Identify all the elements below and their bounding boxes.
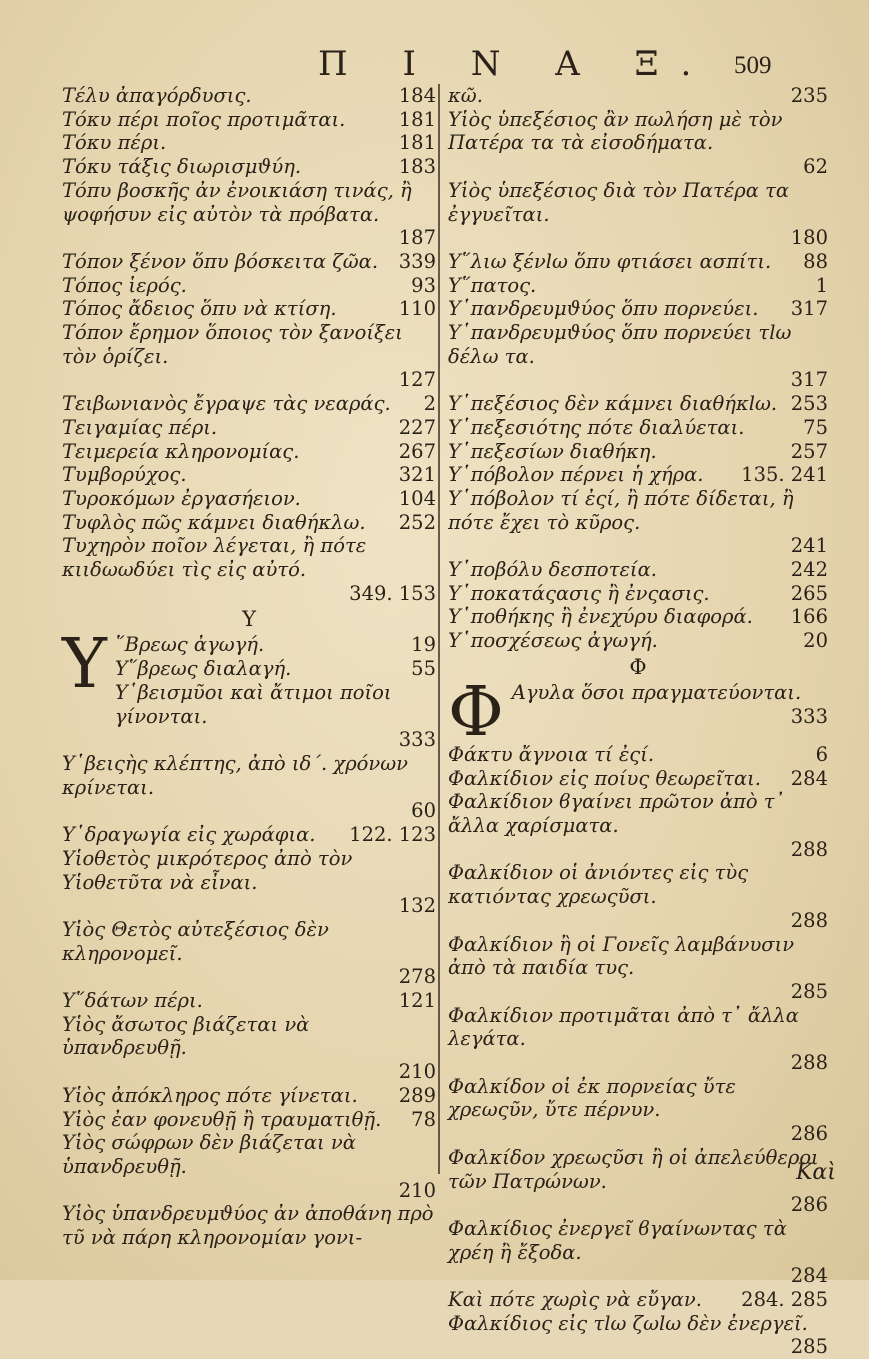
index-entry (448, 558, 828, 582)
left-column (62, 84, 436, 1250)
index-entry (62, 1013, 436, 1084)
entry-term: Τειγαμίας πέρι. (62, 415, 218, 439)
index-entry (115, 657, 436, 681)
entry-page-ref: 286 (790, 1193, 828, 1217)
dropcap-upsilon: Υ (62, 625, 107, 705)
index-entry (62, 179, 436, 250)
entry-page-ref: 333 (398, 728, 436, 752)
entry-term: Φαλκίδιον εἰς ποίυς θεωρεῖται. (448, 766, 762, 790)
entry-page-ref: 104 (398, 486, 436, 510)
entry-page-ref: 2 (423, 392, 436, 416)
index-entry (448, 487, 828, 558)
page-title: Π Ι Ν Α Ξ. (318, 44, 714, 84)
entry-page-ref: 88 (803, 249, 828, 273)
entry-page-ref: 184 (398, 84, 436, 107)
entry-page-ref: 321 (398, 463, 436, 487)
index-entry (448, 629, 828, 653)
entry-page-ref: 339 (398, 249, 436, 273)
entry-term: Υ῾ποβόλυ δεσποτεία. (448, 558, 657, 582)
entry-page-ref: 242 (790, 558, 828, 582)
entry-term: Τόπος ἱερός. (62, 273, 187, 297)
entry-page-ref: 60 (411, 799, 436, 823)
right-entries-bottom (448, 743, 828, 1359)
entry-term: Υ῾πεξεσίων διαθήκη. (448, 439, 657, 463)
index-entry (62, 847, 436, 918)
entry-page-ref: 265 (790, 581, 828, 605)
index-entry (62, 534, 436, 605)
index-entry (62, 84, 436, 108)
entry-page-ref: 288 (790, 908, 828, 932)
entry-term: Τόκυ πέρι ποῖος προτιμᾶται. (62, 107, 346, 131)
entry-page-ref: 181 (398, 131, 436, 155)
index-entry (62, 1108, 436, 1132)
entry-term: Φάκτυ ἄγνοια τί ἐςί. (448, 742, 655, 766)
phi-section (448, 672, 828, 1359)
entry-term: Υ῾πόβολον τί ἐςί, ἢ πότε δίδεται, ἢ πότε ἔχει τὸ κῦρος. (448, 486, 794, 534)
index-entry (115, 681, 436, 752)
entry-page-ref: 286 (790, 1122, 828, 1146)
index-entry (448, 108, 828, 179)
index-entry (448, 933, 828, 1004)
entry-term: Υἱὸς ὑπανδρευμϑύος ἀν ἀποθάνη πρὸ τῦ νὰ πάρη κληρονομίαν γονι- (62, 1202, 434, 1250)
entry-page-ref: 285 (790, 979, 828, 1003)
entry-term: Υ῾πόβολον πέρνει ἡ χήρα. (448, 463, 704, 487)
entry-term: Τόπυ βοσκῆς ἀν ἐνοικιάση τινάς, ἢ ψοφήσυν εἰς αὐτὸν τὰ πρόβατα. (62, 178, 412, 226)
entry-term: Φαλκίδιον προτιμᾶται ἀπὸ τ᾽ ἄλλα λεγάτα. (448, 1003, 799, 1051)
index-entry (448, 392, 828, 416)
column-divider (438, 84, 440, 1174)
index-entry (448, 1146, 828, 1217)
entry-page-ref: 183 (398, 155, 436, 179)
index-entry (62, 392, 436, 416)
entry-term: Τυμβορύχος. (62, 463, 187, 487)
entry-term: Υ῾ποθήκης ἢ ἐνεχύρυ διαφορά. (448, 605, 753, 629)
index-entry (448, 250, 828, 274)
index-entry (448, 274, 828, 298)
section-letter-phi: Φ (629, 654, 647, 679)
index-entry (62, 752, 436, 823)
upsilon-section (62, 625, 436, 1250)
entry-page-ref: 20 (803, 629, 828, 653)
index-entry (62, 297, 436, 321)
entry-term: Φαλκίδιον ϐγαίνει πρῶτον ἀπὸ τ᾽ ἄλλα χαρίσματα. (448, 790, 785, 837)
entry-page-ref: 132 (398, 894, 436, 918)
entry-term: Φαλκίδον οἱ ἐκ πορνείας ὔτε χρεωςῦν, ὔτε πέρνυν. (448, 1074, 736, 1122)
entry-term: Τέλυ ἀπαγόρδυσις. (62, 84, 252, 107)
entry-page-ref: 284. 285 (741, 1288, 828, 1312)
right-entries-top (448, 84, 828, 653)
entry-page-ref: 210 (398, 1178, 436, 1202)
entry-term: Φαλκίδιος ἐνεργεῖ ϐγαίνωντας τὰ χρέη ἢ ἔξοδα. (448, 1216, 787, 1264)
index-entry (448, 743, 828, 767)
entry-term: Τυφλὸς πῶς κάμνει διαθήκλω. (62, 510, 366, 534)
entry-term: Τόκυ τάξις διωρισμϑύη. (62, 155, 302, 179)
entry-page-ref: 122. 123 (349, 823, 436, 847)
entry-term: Φαλκίδιον οἱ ἀνιόντες εἰς τὺς κατιόντας χρεωςῦσι. (448, 861, 749, 909)
entry-page-ref: 317 (790, 297, 828, 321)
entry-page-ref: 78 (411, 1107, 436, 1131)
entry-term: Καὶ πότε χωρὶς νὰ εὔγαν. (448, 1288, 702, 1312)
entry-page-ref: 253 (790, 392, 828, 416)
entry-term: Υ῾βεισμῦοι καὶ ἄτιμοι ποῖοι γίνονται. (114, 680, 392, 728)
entry-page-ref: 317 (790, 368, 828, 392)
entry-term: Υἱὸς ὑπεξέσιος διὰ τὸν Πατέρα τα ἐγγυεῖται. (448, 178, 790, 226)
entry-page-ref: 180 (790, 226, 828, 250)
entry-page-ref: 127 (398, 368, 436, 392)
entry-page-ref: 257 (790, 439, 828, 463)
index-entry (448, 321, 828, 392)
index-entry (448, 1004, 828, 1075)
entry-term: Υ῾πεξέσιος δὲν κάμνει διαθήκlω. (448, 392, 778, 416)
index-entry (62, 440, 436, 464)
index-entry (448, 1312, 828, 1359)
entry-term: Υἱὸς ἀπόκληρος πότε γίνεται. (62, 1083, 358, 1107)
index-entry (62, 989, 436, 1013)
index-entry (448, 84, 828, 108)
index-entry (62, 108, 436, 132)
entry-term: Τυροκόμων ἐργασήειον. (62, 486, 301, 510)
index-entry (448, 582, 828, 606)
entry-page-ref: 121 (398, 989, 436, 1013)
index-entry (448, 179, 828, 250)
entry-page-ref: 289 (398, 1083, 436, 1107)
entry-term: ῞Βρεως ἀγωγή. (114, 633, 265, 657)
index-entry (62, 918, 436, 989)
entry-page-ref: 349. 153 (349, 581, 436, 605)
entry-term: Υ῾πεξεσιότης πότε διαλύεται. (448, 415, 745, 439)
entry-page-ref: 288 (790, 1051, 828, 1075)
index-entry (62, 416, 436, 440)
index-entry (448, 297, 828, 321)
entry-term: Φαλκίδιον ἢ οἱ Γονεῖς λαμβάνυσιν ἀπὸ τὰ παιδία τυς. (448, 932, 795, 980)
entry-page-ref: 252 (398, 510, 436, 534)
entry-page-ref: 19 (411, 633, 436, 657)
entry-term: Υἱὸς ἐαν φονευθῇ ἢ τραυματιθῇ. (62, 1107, 382, 1131)
entry-term: κῶ. (448, 84, 483, 107)
index-entry (62, 1084, 436, 1108)
entry-page-ref: 93 (411, 273, 436, 297)
entry-term: Υ῾ποκατάςασις ἢ ἐνςασις. (448, 581, 710, 605)
index-entry (62, 1202, 436, 1249)
entry-term: Υἱὸς σώφρων δὲν βιάζεται νὰ ὑπανδρευθῇ. (62, 1131, 356, 1178)
entry-term: Υ῾πανδρευμϑύος ὅπυ πορνεύει. (448, 297, 759, 321)
index-entry (62, 321, 436, 392)
entry-term: Υἱοθετὸς μικρότερος ἀπὸ τὸν Υἱοθετῦτα νὰ εἶναι. (62, 846, 353, 894)
entry-page-ref: 135. 241 (741, 463, 828, 487)
entry-page-ref: 241 (790, 534, 828, 558)
index-entry (62, 487, 436, 511)
entry-term: Υ῞πατος. (448, 273, 537, 297)
left-entries-top (62, 84, 436, 605)
index-entry (448, 1288, 828, 1312)
entry-page-ref: 333 (790, 704, 828, 728)
index-entry (448, 790, 828, 861)
entry-page-ref: 267 (398, 439, 436, 463)
entry-page-ref: 284 (790, 1264, 828, 1288)
catchword: Καὶ (796, 1160, 836, 1185)
index-entry (62, 250, 436, 274)
index-entry (512, 681, 828, 728)
index-entry (448, 416, 828, 440)
index-entry (448, 767, 828, 791)
entry-page-ref: 288 (790, 837, 828, 861)
entry-term: Τόκυ πέρι. (62, 131, 167, 155)
entry-term: Τόπος ἄδειος ὅπυ νὰ κτίση. (62, 297, 337, 321)
index-entry (62, 274, 436, 298)
entry-page-ref: 278 (398, 965, 436, 989)
index-entry (448, 1217, 828, 1288)
entry-term: Υ῾βειςὴς κλέπτης, ἀπὸ ιδ΄. χρόνων κρίνεται. (62, 751, 409, 799)
index-entry (448, 861, 828, 932)
page-number: 509 (734, 52, 772, 79)
entry-page-ref: 227 (398, 415, 436, 439)
entry-term: Υ῞βρεως διαλαγή. (114, 657, 292, 681)
entry-term: Φαλκίδον χρεωςῦσι ἢ οἱ ἀπελεύθεροι τῶν Πατρώνων. (448, 1145, 819, 1193)
entry-page-ref: 55 (411, 657, 436, 681)
entry-page-ref: 235 (790, 84, 828, 107)
index-entry (62, 155, 436, 179)
index-entry (62, 511, 436, 535)
entry-term: Τειμερεία κληρονομίας. (62, 439, 300, 463)
entry-term: Αγυλα ὅσοι πραγματεύονται. (511, 680, 802, 704)
entry-page-ref: 181 (398, 107, 436, 131)
entry-page-ref: 285 (790, 1335, 828, 1359)
index-entry (448, 440, 828, 464)
entry-term: Τυχηρὸν ποῖον λέγεται, ἢ πότε κιιδωωδύει τὶς εἰς αὐτό. (62, 534, 367, 582)
entry-term: Τειβωνιανὸς ἔγραψε τὰς νεαράς. (62, 392, 391, 416)
entry-term: Υ῾πανδρευμϑύος ὅπυ πορνεύει τlω δέλω τα. (448, 321, 792, 368)
index-entry (62, 823, 436, 847)
entry-page-ref: 187 (398, 226, 436, 250)
section-letter-upsilon: Υ (242, 607, 256, 632)
entry-page-ref: 166 (790, 605, 828, 629)
entry-term: Υ῾ποσχέσεως ἀγωγή. (448, 629, 658, 653)
entry-term: Υἱὸς ὑπεξέσιος ἂν πωλήση μὲ τὸν Πατέρα τα τὰ εἰσοδήματα. (448, 107, 783, 155)
left-entries-bottom (62, 625, 436, 1250)
entry-term: Υ῾δραγωγία εἰς χωράφια. (62, 823, 316, 847)
entry-page-ref: 62 (803, 155, 828, 179)
entry-page-ref: 110 (398, 297, 436, 321)
index-entry (448, 463, 828, 487)
entry-term: Υ῞δάτων πέρι. (62, 989, 203, 1013)
index-entry (62, 131, 436, 155)
right-column (448, 84, 828, 1359)
index-entry (62, 463, 436, 487)
entry-term: Υ῞λιω ξένlω ὅπυ φτιάσει ασπίτι. (448, 249, 772, 273)
entry-term: Φαλκίδιος εἰς τlω ζωlω δὲν ἐνεργεῖ. (448, 1311, 808, 1335)
entry-term: Υἱὸς ἄσωτος βιάζεται νὰ ὑπανδρευθῇ. (62, 1012, 310, 1060)
entry-page-ref: 1 (815, 273, 828, 297)
index-entry (115, 633, 436, 657)
entry-term: Τόπον ξένον ὅπυ βόσκειτα ζῶα. (62, 249, 379, 273)
entry-page-ref: 284 (790, 766, 828, 790)
dropcap-phi: Φ (448, 672, 504, 752)
entry-page-ref: 6 (815, 742, 828, 766)
entry-term: Υἱὸς Θετὸς αὐτεξέσιος δὲν κληρονομεῖ. (62, 917, 329, 965)
index-entry (62, 1131, 436, 1202)
index-entry (448, 605, 828, 629)
index-entry (448, 1075, 828, 1146)
entry-page-ref: 75 (803, 415, 828, 439)
entry-term: Τόπον ἔρημον ὅποιος τὸν ξανοίξει τὸν ὁρίζει. (62, 321, 403, 368)
entry-page-ref: 210 (398, 1060, 436, 1084)
